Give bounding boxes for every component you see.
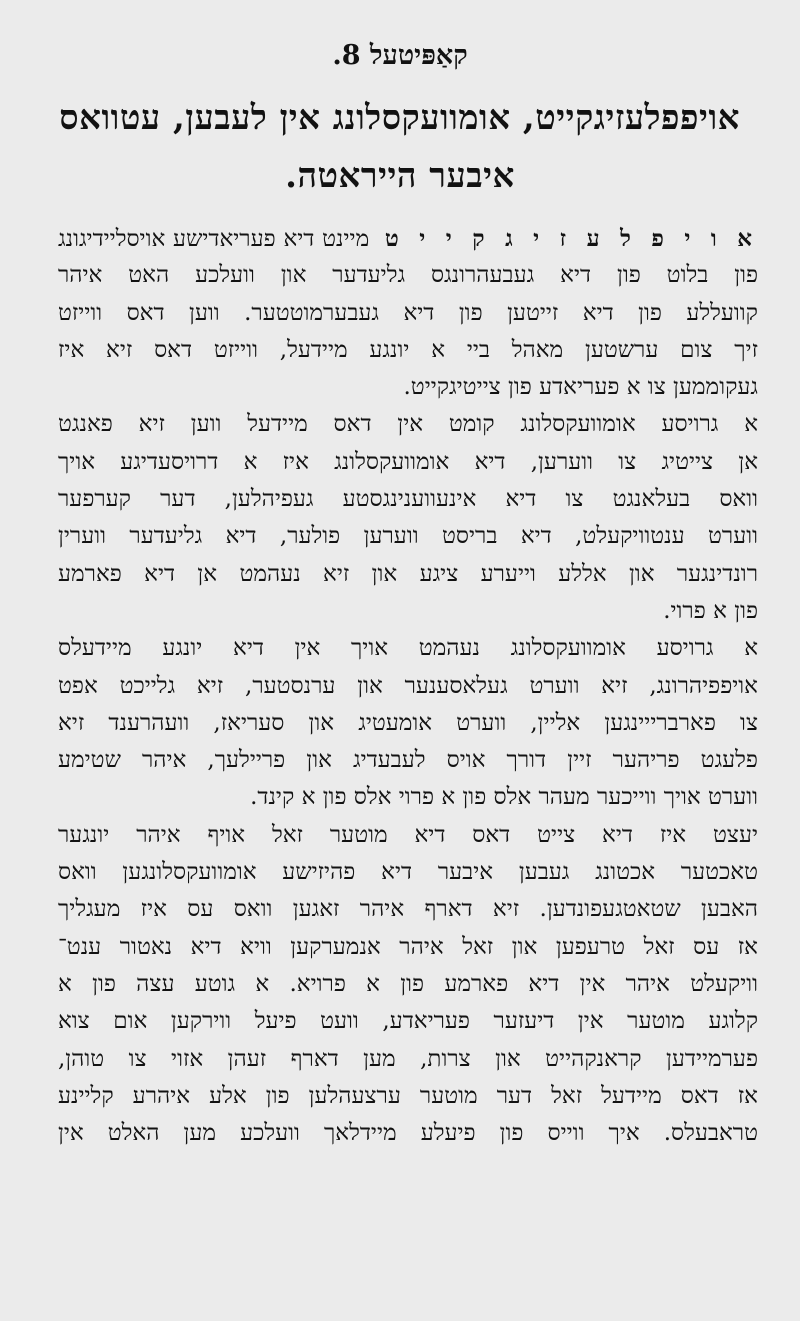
body-line: אויפפיהרונג, זיא ווערט געלאסענער און ערנסטער, זיא גלייכט אפט: [58, 672, 758, 699]
body-line: וויקעלט איהר אין דיא פארמע פון א פרויא. א גוטע עצה פון א: [58, 970, 758, 997]
body-line: קלוגע מוטער אין דיעזער פעריאדע, וועט פיעל ווירקען אום צוא: [58, 1008, 758, 1035]
body-text: [58, 220, 758, 1152]
body-line: טראבעלס. איך ווייס פון פיעלע מיידלאך וועלכע מען האלט אין: [58, 1120, 758, 1147]
body-line: אן צייטיג צו ווערען, דיא אומוועקסלונג איז א דרויסעדיגע אויך: [58, 448, 758, 475]
body-line: קוועללע פון דיא זייטען פון דיא געבערמוטטער. ווען דאס ווייזט: [58, 299, 758, 326]
body-line: א גרויסע אומוועקסלונג קומט אין דאס מיידעל ווען זיא פאנגט: [58, 411, 758, 438]
body-line: פון א פרוי.: [663, 597, 758, 624]
chapter-number: קאַפּיטעל 8.: [332, 40, 468, 71]
body-line: צו פארברייינגען אליין, ווערט אומעטיג און סעריאז, וועהרענד זיא: [58, 709, 758, 736]
body-line: יעצט איז דיא צייט דאס דיא מוטער זאל אויף איהר יונגער: [58, 821, 758, 848]
body-line: פערמיידען קראנקהייט און צרות, מען דארף זעהן אזוי צו טוהן,: [58, 1045, 758, 1072]
chapter-title-line-1: אויפפלעזיגקייט, אומוועקסלונג אין לעבען, עטוואס: [59, 98, 740, 138]
body-line: ווערט אויך ווייכער מעהר אלס פון א פרוי אלס פון א קינד.: [250, 784, 758, 811]
body-line: טאכטער אכטונג געבען איבער דיא פהיזישע אומוועקסלונגען וואס: [58, 859, 758, 886]
body-line: א ו י פ ל ע ז י ג ק י י ט מיינט דיא פעריאדישע אויסליידיגונג: [58, 225, 758, 252]
body-line: אז עס זאל טרעפען און זאל איהר אנמערקען וויא דיא נאטור ענט־: [58, 933, 758, 960]
body-line: פלעגט פריהער זיין דורך אויס לעבעדיג און פריילעך, איהר שטימע: [58, 747, 758, 774]
lead-word: א ו י פ ל ע ז י ג ק י י ט: [384, 225, 758, 252]
body-line: רונדינגער און אללע וייערע ציגע און זיא נעהמט אן דיא פארמע: [58, 560, 758, 587]
body-line: געקוממען צו א פעריאדע פון צייטיגקייט.: [403, 374, 758, 401]
body-line: זיך צום ערשטען מאהל ביי א יונגע מיידעל, ווייזט דאס זיא איז: [58, 336, 758, 363]
body-line: אז דאס מיידעל זאל דער מוטער ערצעהלען פון אלע איהרע קליינע: [58, 1082, 758, 1109]
chapter-title-line-2: איבער הייראטה.: [285, 156, 515, 196]
body-line: ווערט ענטוויקעלט, דיא בריסט ווערען פולער, דיא גליעדער ווערין: [58, 523, 758, 550]
body-line: א גרויסע אומוועקסלונג נעהמט אויך אין דיא יונגע מיידעלס: [58, 635, 758, 662]
body-line: וואס בעלאנגט צו דיא אינעווענינגסטע געפיהלען, דער קערפער: [58, 486, 758, 513]
body-line: האבען שטאטגעפונדען. זיא דארף איהר זאגען וואס עס איז מעגליך: [58, 896, 758, 923]
body-line: פון בלוט פון דיא געבעהרונגס גליעדער און וועלכע האט איהר: [58, 262, 758, 289]
